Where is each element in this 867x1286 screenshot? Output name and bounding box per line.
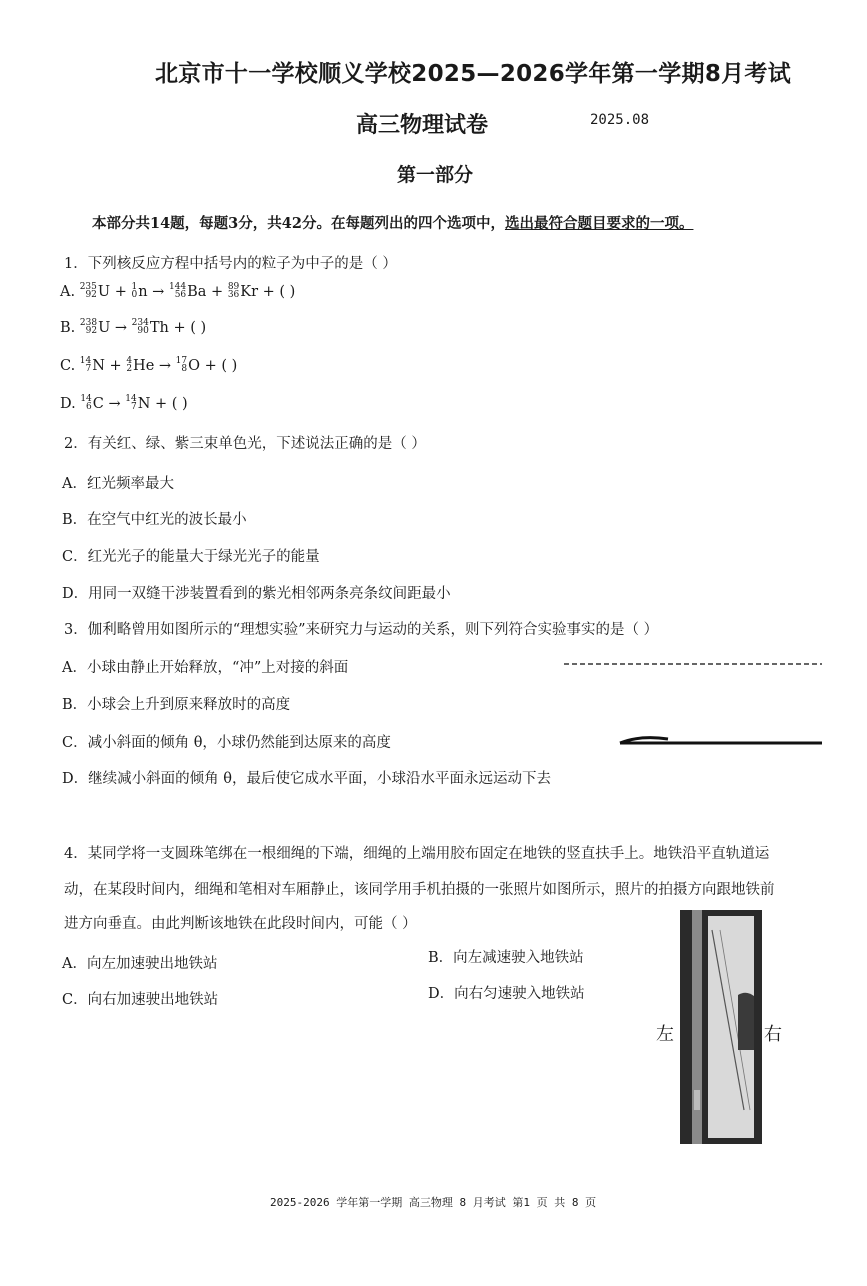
q3-option-c: C．减小斜面的倾角 θ，小球仍然能到达原来的高度 bbox=[62, 735, 391, 751]
instructions-emphasis: 选出最符合题目要求的一项。 bbox=[504, 215, 694, 232]
exam-title: 北京市十一学校顺义学校2025—2026学年第一学期8月考试 bbox=[155, 61, 792, 87]
nuclide-u238: 238 92 bbox=[79, 318, 98, 336]
exam-subtitle: 高三物理试卷 bbox=[356, 113, 489, 138]
photo-content bbox=[680, 910, 762, 1144]
q2-option-a: A．红光频率最大 bbox=[62, 476, 174, 492]
q4-option-b: B．向左减速驶入地铁站 bbox=[428, 950, 584, 966]
page-footer: 2025-2026 学年第一学期 高三物理 8 月考试 第1 页 共 8 页 bbox=[270, 1196, 597, 1209]
q4-option-a: A．向左加速驶出地铁站 bbox=[62, 956, 218, 972]
q4-stem-line2: 动，在某段时间内，细绳和笔相对车厢静止，该同学用手机拍摄的一张照片如图所示，照片的拍摄方向跟地铁前 bbox=[64, 882, 775, 898]
nuclide-ba144: 144 56 bbox=[168, 282, 187, 300]
q1-a-label: A. bbox=[60, 284, 76, 300]
nuclide-neutron: 1 0 bbox=[131, 282, 138, 300]
nuclide-c14: 14 6 bbox=[80, 394, 92, 412]
nuclide-kr89: 89 36 bbox=[227, 282, 240, 300]
q4-stem-line3: 进方向垂直。由此判断该地铁在此段时间内，可能（ ） bbox=[64, 916, 417, 932]
q3-option-a: A．小球由静止开始释放，“冲”上对接的斜面 bbox=[62, 660, 349, 676]
nuclide-he4: 4 2 bbox=[126, 356, 133, 374]
q4-option-c: C．向右加速驶出地铁站 bbox=[62, 992, 219, 1008]
subway-photo bbox=[680, 910, 762, 1144]
q1-option-d: D. 14 6 C → 14 7 N + ( ) bbox=[60, 394, 188, 412]
q1-option-b: B. 238 92 U → 234 90 Th + ( ) bbox=[60, 318, 207, 336]
exam-date: 2025.08 bbox=[590, 112, 650, 128]
q1-option-c: C. 14 7 N + 4 2 He → 17 8 O + ( ) bbox=[60, 356, 238, 374]
q2-option-d: D．用同一双缝干涉装置看到的紫光相邻两条亮条纹间距最小 bbox=[62, 586, 451, 602]
q4-stem-line1: 4．某同学将一支圆珠笔绑在一根细绳的下端，细绳的上端用胶布固定在地铁的竖直扶手上。地铁沿平直轨道运 bbox=[64, 846, 770, 862]
galileo-diagram bbox=[560, 655, 825, 750]
instructions bbox=[92, 212, 693, 233]
nuclide-u235: 235 92 bbox=[79, 282, 97, 300]
instructions-prefix: 本部分共14题，每题3分，共42分。在每题列出的四个选项中， bbox=[92, 215, 505, 232]
nuclide-n14b: 14 7 bbox=[125, 394, 137, 412]
q1-option-a: A. 235 92 U + 1 0 n → 144 56 Ba + 89 36 Kr + ( ) bbox=[60, 282, 296, 300]
q2-option-b: B．在空气中红光的波长最小 bbox=[62, 512, 247, 528]
q3-option-b: B．小球会上升到原来释放时的高度 bbox=[62, 697, 291, 713]
nuclide-n14: 14 7 bbox=[79, 356, 92, 374]
q2-option-c: C．红光光子的能量大于绿光光子的能量 bbox=[62, 549, 320, 565]
q3-stem: 3．伽利略曾用如图所示的“理想实验”来研究力与运动的关系，则下列符合实验事实的是（ ） bbox=[64, 622, 659, 638]
q3-option-d: D．继续减小斜面的倾角 θ，最后使它成水平面，小球沿水平面永远运动下去 bbox=[62, 771, 551, 787]
q2-stem: 2．有关红、绿、紫三束单色光，下述说法正确的是（ ） bbox=[64, 436, 426, 452]
pen bbox=[738, 993, 754, 1050]
q4-option-d: D．向右匀速驶入地铁站 bbox=[428, 986, 585, 1002]
q1-stem: 1．下列核反应方程中括号内的粒子为中子的是（ ） bbox=[64, 256, 397, 272]
nuclide-th234: 234 90 bbox=[131, 318, 149, 336]
nuclide-o17: 17 8 bbox=[175, 356, 188, 374]
photo-label-left: 左 bbox=[656, 1024, 674, 1045]
photo-label-right: 右 bbox=[764, 1024, 782, 1045]
part-heading: 第一部分 bbox=[397, 164, 474, 186]
